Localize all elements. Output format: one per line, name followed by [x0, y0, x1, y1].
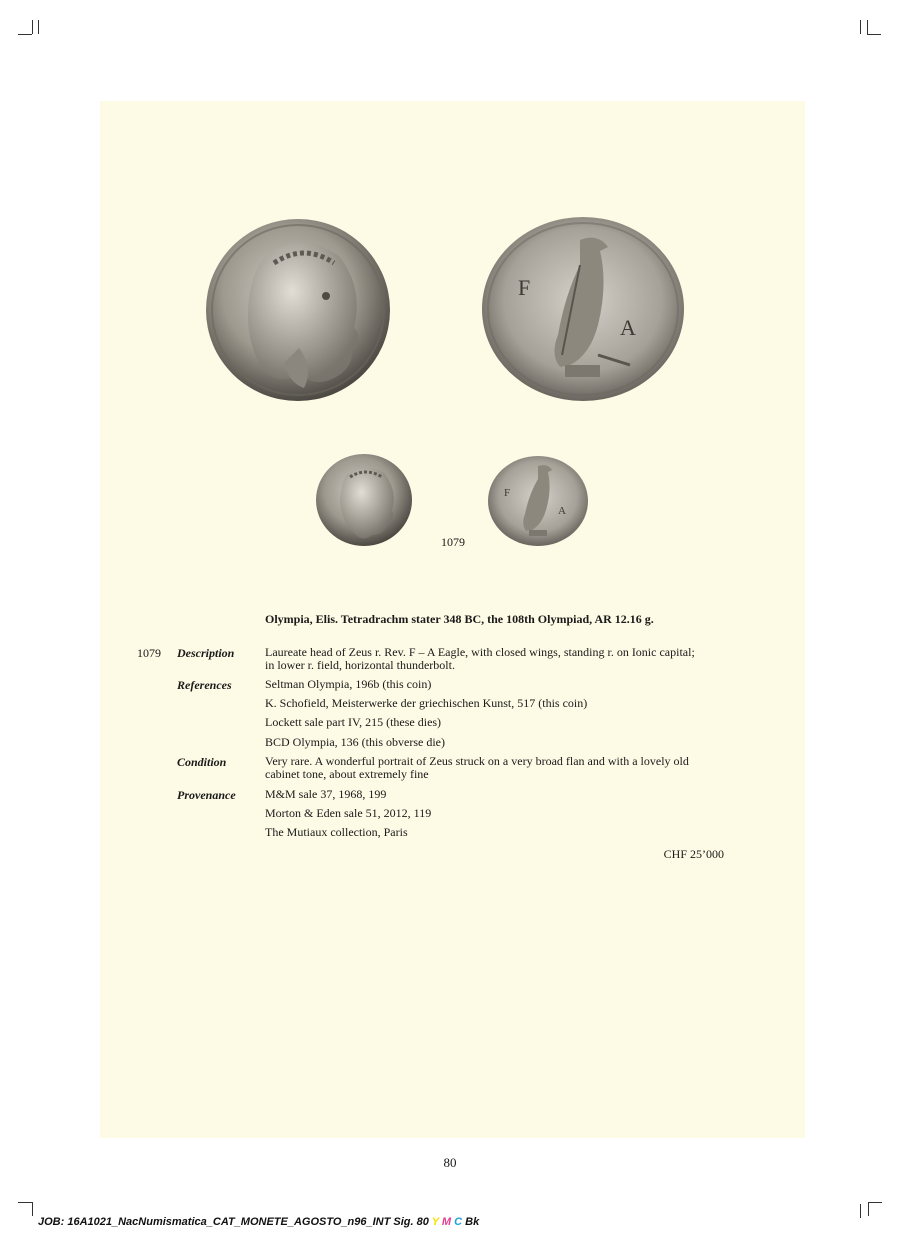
color-mark-cyan: C	[454, 1216, 463, 1228]
crop-mark-bottom-left	[18, 1202, 36, 1220]
reference-item: K. Schofield, Meisterwerke der griechischen Kunst, 517 (this coin)	[265, 696, 588, 710]
lot-price: CHF 25’000	[663, 847, 724, 861]
job-text: JOB: 16A1021_NacNumismatica_CAT_MONETE_AGOSTO_n96_INT Sig. 80	[38, 1216, 432, 1228]
lot-number: 1079	[137, 646, 161, 660]
crop-mark-bottom-right	[860, 1202, 878, 1220]
coin-reverse-large-image	[480, 215, 686, 403]
reverse-letter-f: F	[518, 275, 531, 300]
crop-mark-top-left	[18, 20, 36, 38]
description-line-1: Laureate head of Zeus r. Rev. F – A Eagle, with closed wings, standing r. on Ionic capital;	[265, 645, 695, 659]
description-label: Description	[177, 646, 235, 660]
coin-obverse-small-image	[314, 453, 414, 548]
provenance-item: Morton & Eden sale 51, 2012, 119	[265, 806, 432, 820]
provenance-item: The Mutiaux collection, Paris	[265, 825, 408, 839]
reverse-letter-a: A	[620, 315, 636, 340]
color-mark-black: Bk	[465, 1216, 480, 1228]
reference-item: Lockett sale part IV, 215 (these dies)	[265, 715, 442, 729]
print-job-slug	[38, 1216, 479, 1228]
coin-obverse-large-image	[204, 218, 392, 403]
provenance-item: M&M sale 37, 1968, 199	[265, 787, 387, 801]
reference-item: BCD Olympia, 136 (this obverse die)	[265, 735, 445, 749]
reverse-letter-a-small: A	[558, 505, 566, 517]
condition-line-1: Very rare. A wonderful portrait of Zeus struck on a very broad flan and with a lovely old	[265, 754, 689, 768]
coin-reverse-small-image	[486, 454, 590, 548]
color-mark-magenta: M	[441, 1216, 452, 1228]
lot-heading: Olympia, Elis. Tetradrachm stater 348 BC, the 108th Olympiad, AR 12.16 g.	[265, 612, 654, 626]
crop-mark-top-right	[860, 20, 878, 38]
condition-line-2: cabinet tone, about extremely fine	[265, 767, 429, 781]
provenance-label: Provenance	[177, 788, 236, 802]
reverse-letter-f-small: F	[504, 487, 511, 499]
reference-item: Seltman Olympia, 196b (this coin)	[265, 677, 432, 691]
color-mark-yellow: Y	[431, 1216, 439, 1228]
description-line-2: in lower r. field, horizontal thunderbolt.	[265, 658, 455, 672]
condition-label: Condition	[177, 755, 227, 769]
lot-caption: 1079	[441, 535, 465, 549]
page-number: 80	[443, 1155, 457, 1170]
references-label: References	[177, 678, 232, 692]
